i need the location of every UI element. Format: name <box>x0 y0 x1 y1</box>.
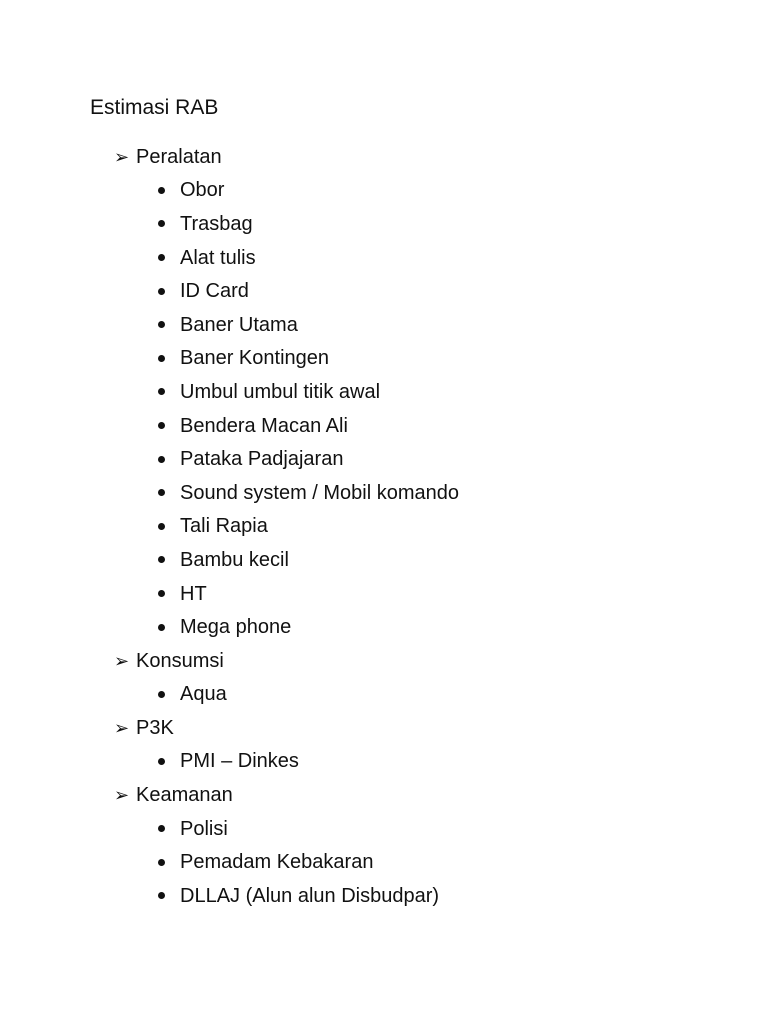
section-label: P3K <box>136 716 174 739</box>
list-item <box>114 174 459 208</box>
section-heading <box>114 711 459 745</box>
item-label: Polisi <box>180 817 228 840</box>
section-keamanan <box>114 778 459 912</box>
list-item <box>114 241 459 275</box>
arrow-bullet-icon: ➢ <box>114 146 130 167</box>
bullet-icon <box>158 859 165 866</box>
list-item <box>114 274 459 308</box>
bullet-icon <box>158 321 165 328</box>
list-item <box>114 543 459 577</box>
bullet-icon <box>158 288 165 295</box>
section-label: Peralatan <box>136 145 222 168</box>
item-list <box>114 174 459 644</box>
section-list <box>114 140 459 913</box>
list-item <box>114 577 459 611</box>
section-heading <box>114 644 459 678</box>
bullet-icon <box>158 254 165 261</box>
list-item <box>114 510 459 544</box>
item-label: Bendera Macan Ali <box>180 414 348 437</box>
bullet-icon <box>158 825 165 832</box>
list-item <box>114 879 459 913</box>
list-item <box>114 207 459 241</box>
list-item <box>114 845 459 879</box>
list-item <box>114 342 459 376</box>
list-item <box>114 375 459 409</box>
bullet-icon <box>158 187 165 194</box>
item-label: PMI – Dinkes <box>180 750 299 773</box>
list-item <box>114 476 459 510</box>
item-label: Mega phone <box>180 616 292 639</box>
item-label: DLLAJ (Alun alun Disbudpar) <box>180 884 440 907</box>
item-label: Alat tulis <box>180 246 256 269</box>
item-label: Baner Utama <box>180 313 298 336</box>
bullet-icon <box>158 523 165 530</box>
item-label: Obor <box>180 179 225 202</box>
list-item <box>114 745 459 779</box>
bullet-icon <box>158 691 165 698</box>
arrow-bullet-icon: ➢ <box>114 785 130 806</box>
item-label: Pemadam Kebakaran <box>180 851 374 874</box>
bullet-icon <box>158 590 165 597</box>
item-list <box>114 745 459 779</box>
section-heading <box>114 140 459 174</box>
section-label: Konsumsi <box>136 649 224 672</box>
item-label: Trasbag <box>180 212 253 235</box>
item-label: Aqua <box>180 683 227 706</box>
bullet-icon <box>158 456 165 463</box>
list-item <box>114 610 459 644</box>
item-label: Tali Rapia <box>180 515 268 538</box>
list-item <box>114 442 459 476</box>
item-label: HT <box>180 582 207 605</box>
item-list <box>114 812 459 913</box>
list-item <box>114 409 459 443</box>
section-konsumsi <box>114 644 459 711</box>
bullet-icon <box>158 422 165 429</box>
item-label: ID Card <box>180 280 249 303</box>
list-item <box>114 812 459 846</box>
bullet-icon <box>158 355 165 362</box>
bullet-icon <box>158 489 165 496</box>
item-label: Bambu kecil <box>180 548 289 571</box>
arrow-bullet-icon: ➢ <box>114 650 130 671</box>
list-item <box>114 678 459 712</box>
arrow-bullet-icon: ➢ <box>114 717 130 738</box>
bullet-icon <box>158 892 165 899</box>
bullet-icon <box>158 758 165 765</box>
document-title: Estimasi RAB <box>90 96 219 119</box>
item-label: Umbul umbul titik awal <box>180 380 381 403</box>
bullet-icon <box>158 556 165 563</box>
item-label: Pataka Padjajaran <box>180 448 344 471</box>
section-peralatan <box>114 140 459 644</box>
item-label: Baner Kontingen <box>180 347 330 370</box>
bullet-icon <box>158 388 165 395</box>
section-p3k <box>114 711 459 778</box>
section-heading <box>114 778 459 812</box>
bullet-icon <box>158 220 165 227</box>
section-label: Keamanan <box>136 784 233 807</box>
item-list <box>114 678 459 712</box>
bullet-icon <box>158 624 165 631</box>
item-label: Sound system / Mobil komando <box>180 481 460 504</box>
list-item <box>114 308 459 342</box>
